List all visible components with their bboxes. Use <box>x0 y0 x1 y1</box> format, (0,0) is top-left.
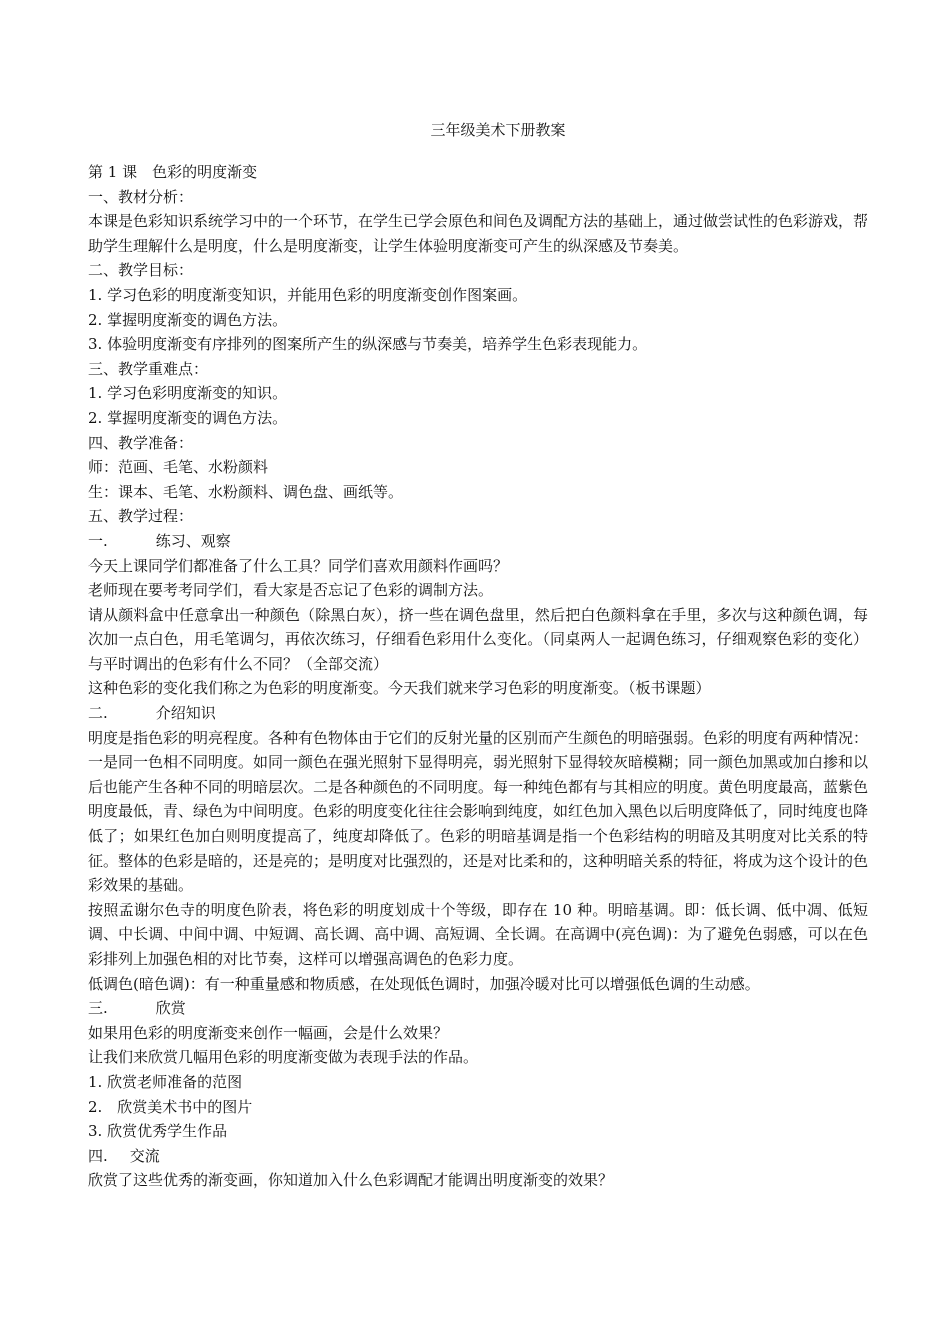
section-2-heading: 二、教学目标： <box>88 261 194 280</box>
step-2-paragraph-3: 低调色(暗色调)：有一种重量感和物质感，在处现低色调时，加强冷暖对比可以增强低色调的生动感。 <box>88 974 760 993</box>
step-3-number: 三. <box>88 999 108 1018</box>
step-2-paragraph-2: 按照孟谢尔色寺的明度色阶表，将色彩的明度划成十个等级，即存在 10 种。明暗基调。即：低长调、低中凋、低短调、中长调、中间中调、中短调、高长调、高中调、高短调、全长调。在高调中(亮色调)：为了避免色弱感，可以在色彩排列上加强色相的对比节奏，这样可以增强高调色的色彩力度。 <box>88 900 868 968</box>
step-4-line: 欣赏了这些优秀的渐变画，你知道加入什么色彩调配才能调出明度渐变的效果？ <box>88 1171 614 1190</box>
step-3-line: 让我们来欣赏几幅用色彩的明度渐变做为表现手法的作品。 <box>88 1048 479 1067</box>
step-3-line: 1. 欣赏老师准备的范图 <box>88 1072 243 1091</box>
step-4-heading <box>88 1144 868 1169</box>
step-1-title: 练习、观察 <box>155 531 231 550</box>
student-materials: 生：课本、毛笔、水粉颜料、调色盘、画纸等。 <box>88 482 404 501</box>
step-1-line: 今天上课同学们都准备了什么工具？同学们喜欢用颜料作画吗？ <box>88 556 509 575</box>
section-4-heading: 四、教学准备： <box>88 433 194 452</box>
step-2-heading <box>88 701 868 726</box>
section-1-heading: 一、教材分析： <box>88 187 194 206</box>
step-3-heading <box>88 996 868 1021</box>
document-title: 三年级美术下册教案 <box>430 121 566 139</box>
goal-item: 1. 学习色彩的明度渐变知识，并能用色彩的明度渐变创作图案画。 <box>88 285 528 304</box>
teacher-materials: 师：范画、毛笔、水粉颜料 <box>88 458 269 477</box>
step-1-line: 老师现在要考考同学们，看大家是否忘记了色彩的调制方法。 <box>88 581 494 600</box>
step-1-heading <box>88 529 868 554</box>
step-2-title: 介绍知识 <box>155 704 216 723</box>
step-1-number: 一. <box>88 531 108 550</box>
section-1-text: 本课是色彩知识系统学习中的一个环节，在学生已学会原色和间色及调配方法的基础上，通过做尝试性的色彩游戏，帮助学生理解什么是明度，什么是明度渐变，让学生体验明度渐变可产生的纵深感及节奏美。 <box>88 212 869 255</box>
document-page <box>88 118 868 1193</box>
step-1-conclusion: 这种色彩的变化我们称之为色彩的明度渐变。今天我们就来学习色彩的明度渐变。（板书课题） <box>88 679 711 698</box>
step-3-line: 3. 欣赏优秀学生作品 <box>88 1122 228 1141</box>
step-4-title: 交流 <box>129 1146 160 1165</box>
step-3-line: 如果用色彩的明度渐变来创作一幅画，会是什么效果？ <box>88 1023 449 1042</box>
step-3-title: 欣赏 <box>155 999 186 1018</box>
step-2-paragraph-1: 明度是指色彩的明亮程度。各种有色物体由于它们的反射光量的区别而产生颜色的明暗强弱。色彩的明度有两种情况：一是同一色相不同明度。如同一颜色在强光照射下显得明亮，弱光照射下显得较灰暗模糊；同一颜色加黑或加白掺和以后也能产生各种不同的明暗层次。二是各种颜色的不同明度。每一种纯色都有与其相应的明度。黄色明度最高，蓝紫色明度最低，青、绿色为中间明度。色彩的明度变化往往会影响到纯度，如红色加入黑色以后明度降低了，同时纯度也降低了；如果红色加白则明度提高了，纯度却降低了。色彩的明暗基调是指一个色彩结构的明暗及其明度对比关系的特征。整体的色彩是暗的，还是亮的；是明度对比强烈的，还是对比柔和的，这种明暗关系的特征，将成为这个设计的色彩效果的基础。 <box>88 728 869 895</box>
step-2-number: 二. <box>88 704 108 723</box>
section-5-heading: 五、教学过程： <box>88 507 194 526</box>
key-point-item: 1. 学习色彩明度渐变的知识。 <box>88 384 288 403</box>
step-1-paragraph: 请从颜料盒中任意拿出一种颜色（除黑白灰），挤一些在调色盘里，然后把白色颜料拿在手里，多次与这种颜色调，每次加一点白色，用毛笔调匀，再依次练习，仔细看色彩用什么变化。（同桌两人一起调色练习，仔细观察色彩的变化）与平时调出的色彩有什么不同？（全部交流） <box>88 605 868 673</box>
section-3-heading: 三、教学重难点： <box>88 359 209 378</box>
key-point-item: 2. 掌握明度渐变的调色方法。 <box>88 408 288 427</box>
goal-item: 2. 掌握明度渐变的调色方法。 <box>88 310 288 329</box>
goal-item: 3. 体验明度渐变有序排列的图案所产生的纵深感与节奏美，培养学生色彩表现能力。 <box>88 335 648 354</box>
lesson-heading: 第 1 课 色彩的明度渐变 <box>88 163 258 181</box>
step-3-line: 2. 欣赏美术书中的图片 <box>88 1097 253 1116</box>
step-4-number: 四. <box>88 1146 108 1165</box>
